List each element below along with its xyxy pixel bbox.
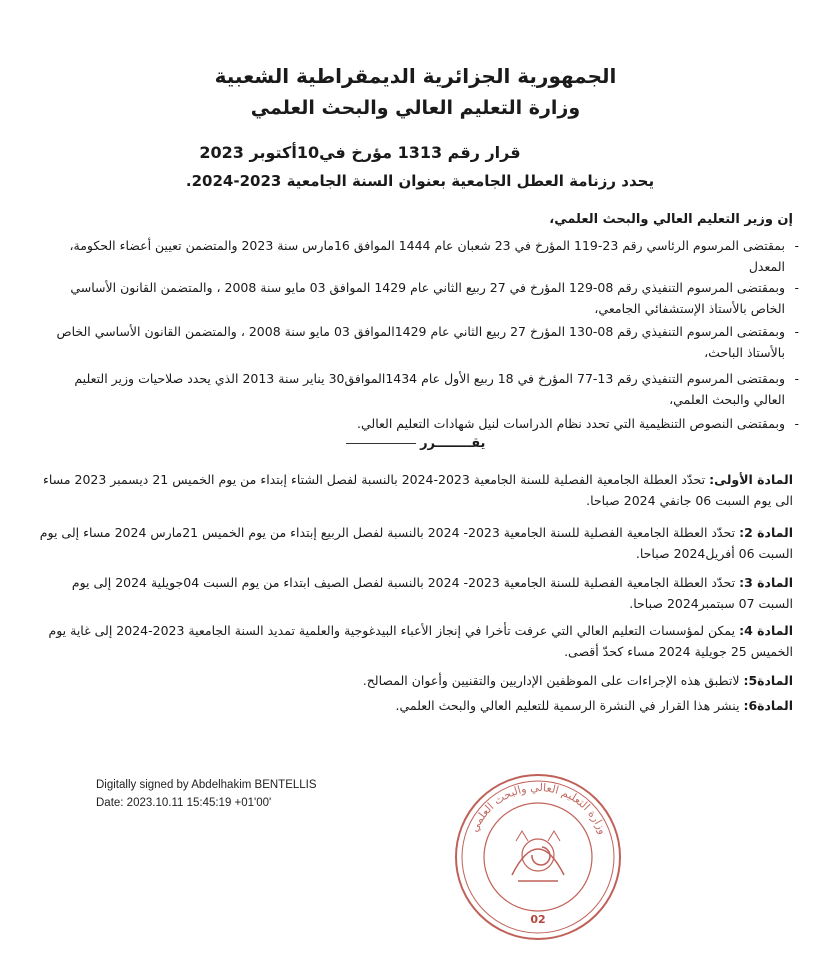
article-text: تحدّد العطلة الجامعية الفصلية للسنة الجامعية 2023- 2024 بالنسبة لفصل الربيع إبتداء من يوم الخميس 21مارس 2024 مساء إلى يوم السبت 06 أفريل2024 صباحا.: [39, 525, 793, 561]
digital-signature-date: Date: 2023.10.11 15:45:19 +01'00': [96, 797, 272, 809]
svg-text:وزارة التعليم العالي والبحث ال: [467, 781, 609, 836]
ministry-title: وزارة التعليم العالي والبحث العلمي: [250, 97, 581, 119]
article: [38, 695, 793, 716]
seal-number: 02: [530, 913, 546, 926]
digital-signature-name: Digitally signed by Abdelhakim BENTELLIS: [96, 779, 317, 791]
article-text: ينشر هذا القرار في النشرة الرسمية للتعليم العالي والبحث العلمي.: [395, 698, 740, 713]
ministry-seal-icon: [452, 771, 624, 943]
republic-title: الجمهورية الجزائرية الديمقراطية الشعبية: [214, 64, 617, 88]
article: [38, 572, 793, 614]
article: [38, 522, 793, 564]
article-text: لاتطبق هذه الإجراءات على الموظفين الإداريين والتقنيين وأعوان المصالح.: [362, 673, 740, 688]
article-text: تحدّد العطلة الجامعية الفصلية للسنة الجامعية 2023-2024 بالنسبة لفصل الشتاء إبتداء من يوم الخميس 21 ديسمبر 2023 مساء الى يوم السبت 06 جانفي 2024 صباحا.: [42, 472, 793, 508]
article: [38, 469, 793, 511]
article-text: تحدّد العطلة الجامعية الفصلية للسنة الجامعية 2023- 2024 بالنسبة لفصل الصيف ابتداء من يوم السبت 04جويلية 2024 إلى يوم السبت 07 سبتمبر2024 صباحا.: [71, 575, 793, 611]
article-label: المادة 4:: [739, 623, 793, 638]
intro-line: إن وزير التعليم العالي والبحث العلمي،: [549, 212, 793, 227]
visa-item: - وبمقتضى النصوص التنظيمية التي تحدد نظام الدراسات لنيل شهادات التعليم العالي.: [357, 416, 799, 431]
visa-item: - وبمقتضى المرسوم التنفيذي رقم 13-77 المؤرخ في 18 ربيع الأول عام 1434الموافق30 يناير سنة 2013 الذي يحدد صلاحيات وزير التعليم العالي والبحث العلمي،: [74, 371, 799, 407]
seal-ring-text: وزارة التعليم العالي والبحث العلمي: [467, 780, 610, 837]
article: [38, 620, 793, 662]
visa-item: - بمقتضى المرسوم الرئاسي رقم 23-119 المؤرخ في 23 شعبان عام 1444 الموافق 16مارس سنة 2023 والمتضمن تعيين أعضاء الحكومة، المعدل: [69, 238, 799, 274]
visa-item: - وبمقتضى المرسوم التنفيذي رقم 08-129 المؤرخ في 27 ربيع الثاني عام 1429 الموافق 03 مايو سنة 2008 ، والمتضمن القانون الأساسي الخاص بالأستاذ الإستشفائي الجامعي،: [70, 280, 799, 316]
article-label: المادة5:: [743, 673, 793, 688]
article-text: يمكن لمؤسسات التعليم العالي التي عرفت تأخرا في إنجاز الأعباء البيدغوجية والعلمية تمديد السنة الجامعية 2023-2024 إلى غاية يوم الخميس 25 جويلية 2024 مساء كحدّ أقصى.: [48, 623, 793, 659]
visa-item: - وبمقتضى المرسوم التنفيذي رقم 08-130 المؤرخ 27 ربيع الثاني عام 1429الموافق 03 مايو سنة 2008 ، والمتضمن القانون الأساسي الخاص بالأستاذ الباحث،: [56, 324, 799, 360]
article-label: المادة 3:: [739, 575, 793, 590]
decides-heading: يقــــــــرر: [0, 436, 831, 451]
article-label: المادة الأولى:: [709, 472, 793, 487]
decision-title: قرار رقم 1313 مؤرخ في10أكتوبر 2023: [199, 143, 521, 162]
article: [38, 670, 793, 691]
article-label: المادة 2:: [739, 525, 793, 540]
decision-subject: يحدد رزنامة العطل الجامعية بعنوان السنة الجامعية 2023-2024.: [185, 172, 655, 190]
article-label: المادة6:: [743, 698, 793, 713]
decides-rule: [346, 443, 416, 444]
